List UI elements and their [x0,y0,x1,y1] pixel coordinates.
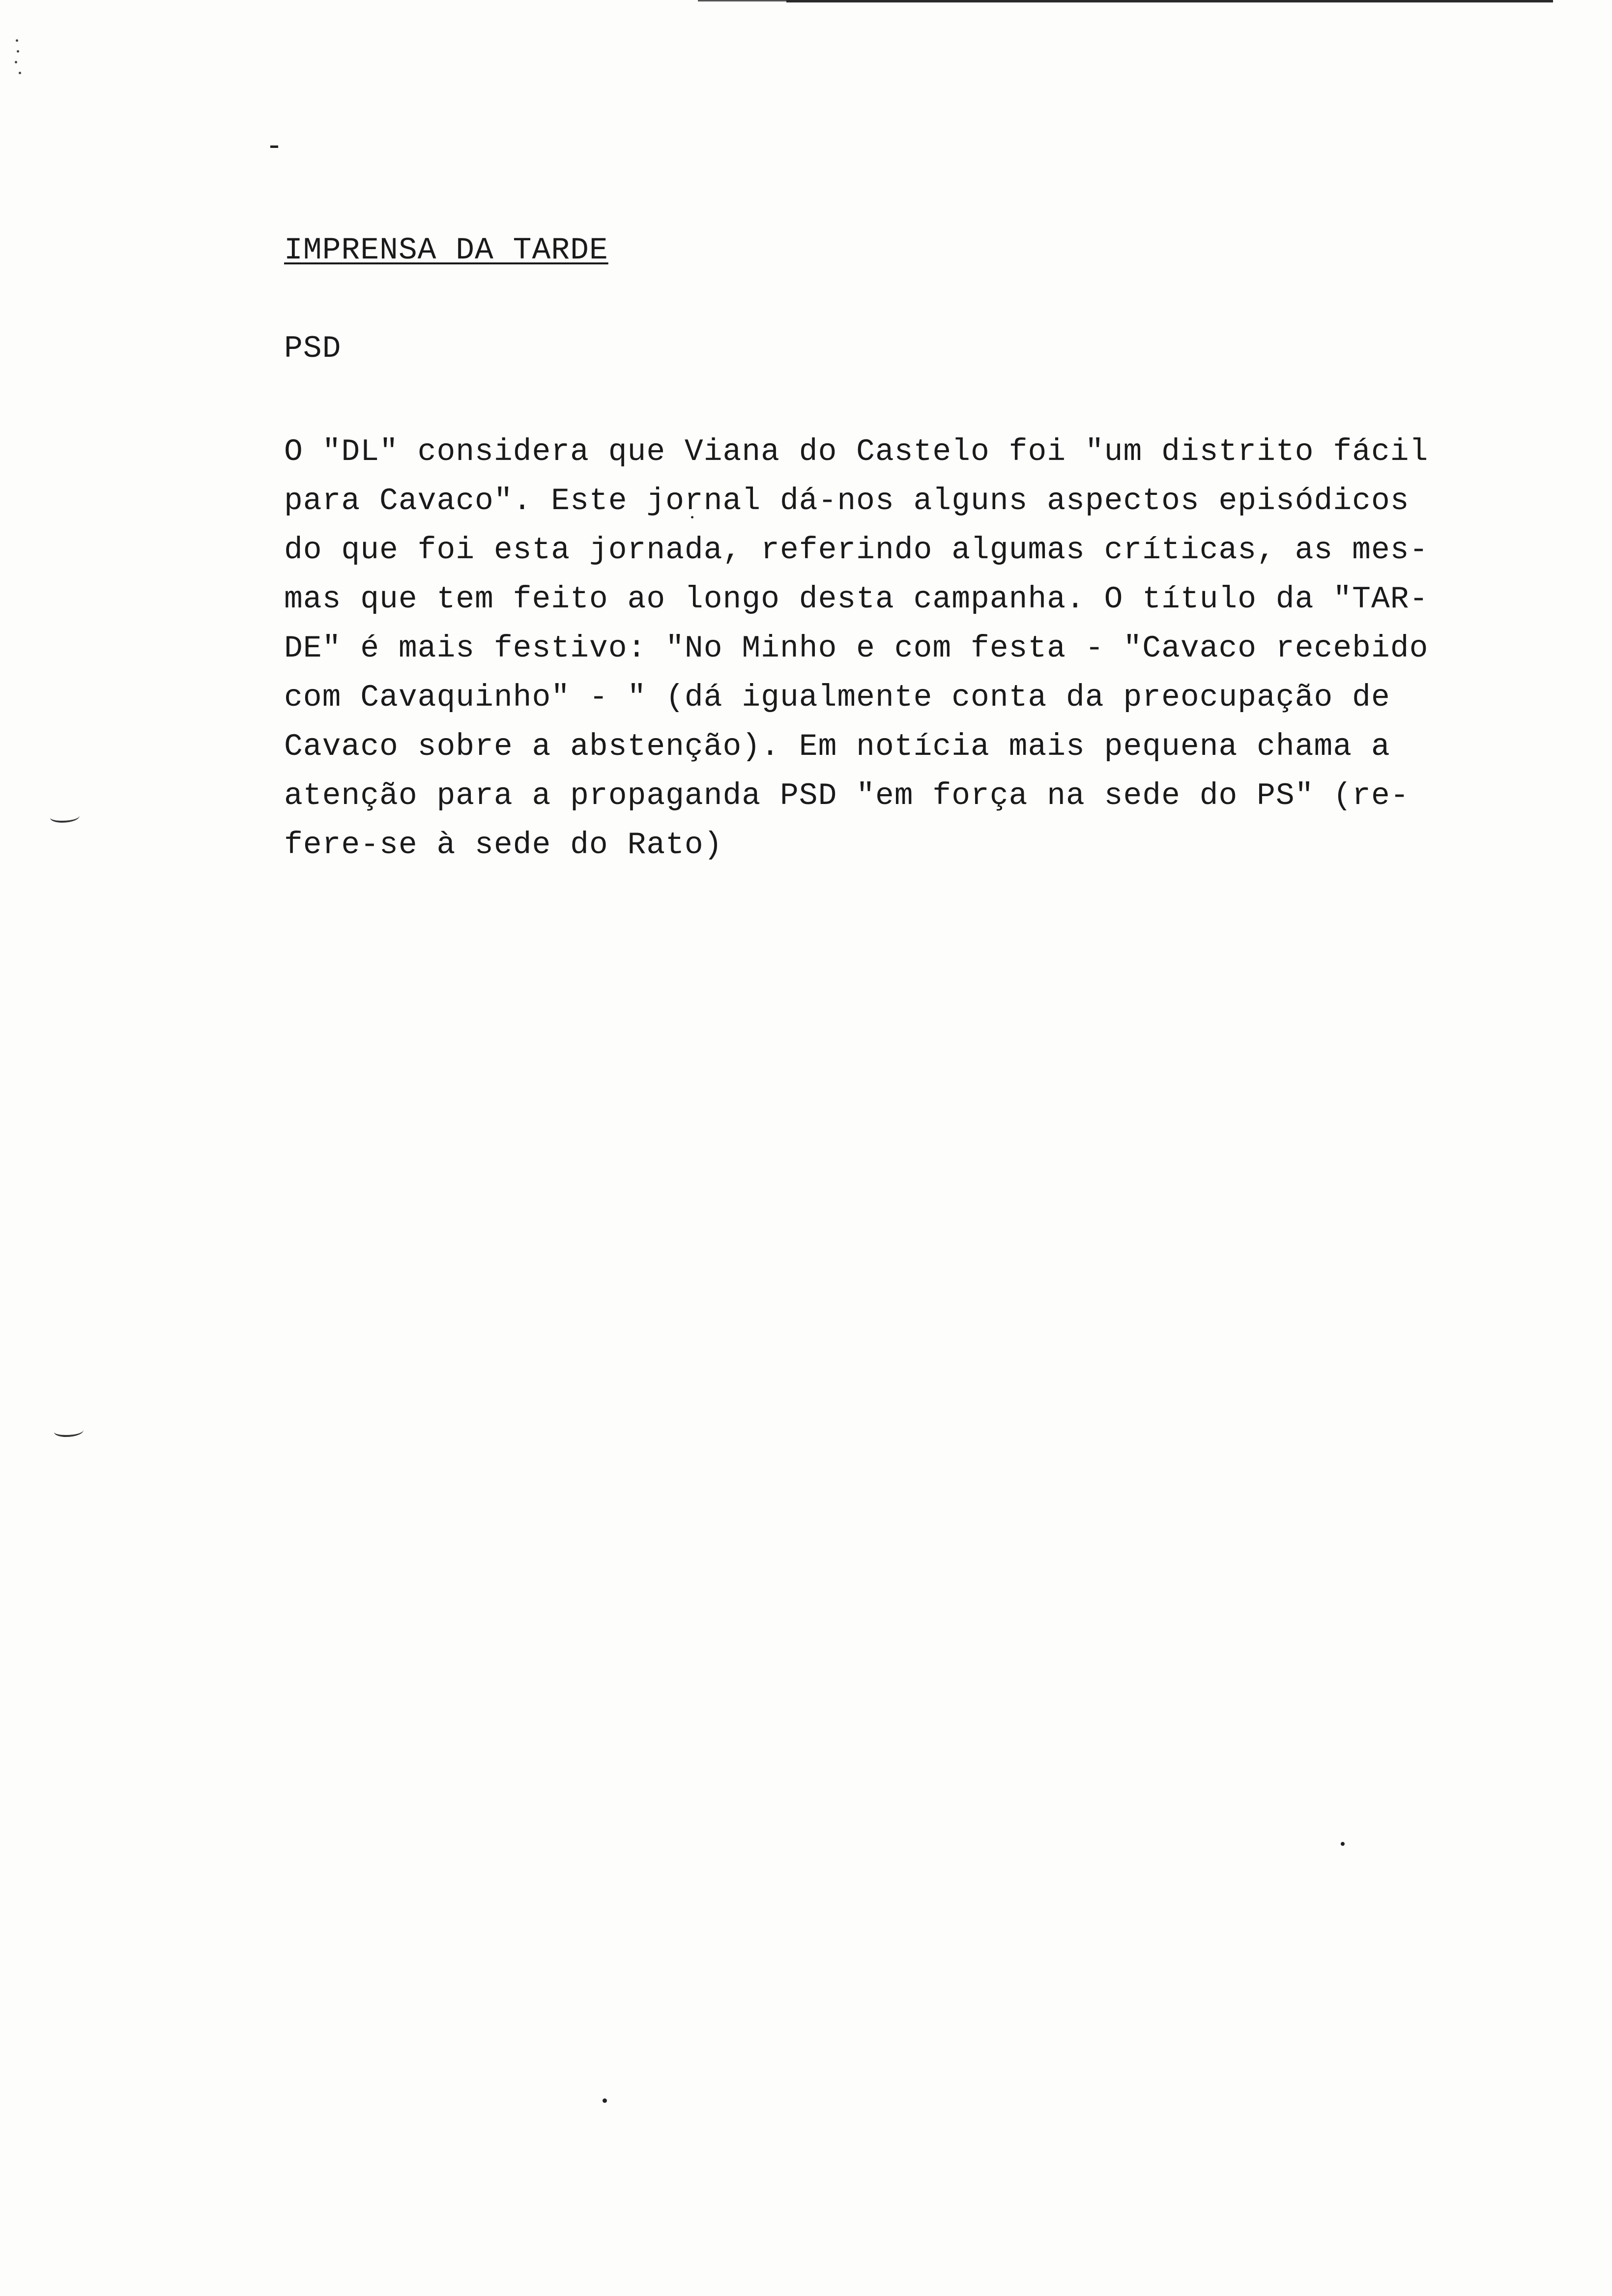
paragraph-line: DE" é mais festivo: "No Minho e com festa - "Cavaco recebido [284,631,1429,666]
paragraph-line: para Cavaco". Este jornal dá-nos alguns aspectos episódicos [284,484,1410,518]
paragraph-line: O "DL" considera que Viana do Castelo foi "um distrito fácil [284,434,1429,469]
scan-speck [1341,1842,1345,1846]
body-paragraph [284,428,1493,870]
paragraph-line: do que foi esta jornada, referindo algumas críticas, as mes- [284,533,1429,568]
scan-speck [603,2098,607,2103]
paragraph-line: mas que tem feito ao longo desta campanha. O título da "TAR- [284,582,1429,617]
stray-mark [270,145,278,148]
paragraph-line: Cavaco sobre a abstenção). Em notícia mais pequena chama a [284,729,1390,764]
margin-tick-mark [50,811,80,823]
paragraph-line: com Cavaquinho" - " (dá igualmente conta da preocupação de [284,680,1390,715]
scan-edge-line [786,0,1553,2]
paragraph-line: fere-se à sede do Rato) [284,828,723,862]
margin-tick-mark [54,1425,84,1437]
paragraph-line: atenção para a propaganda PSD "em força na sede do PS" (re- [284,778,1410,813]
binding-marks [15,39,23,84]
section-label: PSD [284,331,342,366]
page-heading: IMPRENSA DA TARDE [284,233,608,268]
